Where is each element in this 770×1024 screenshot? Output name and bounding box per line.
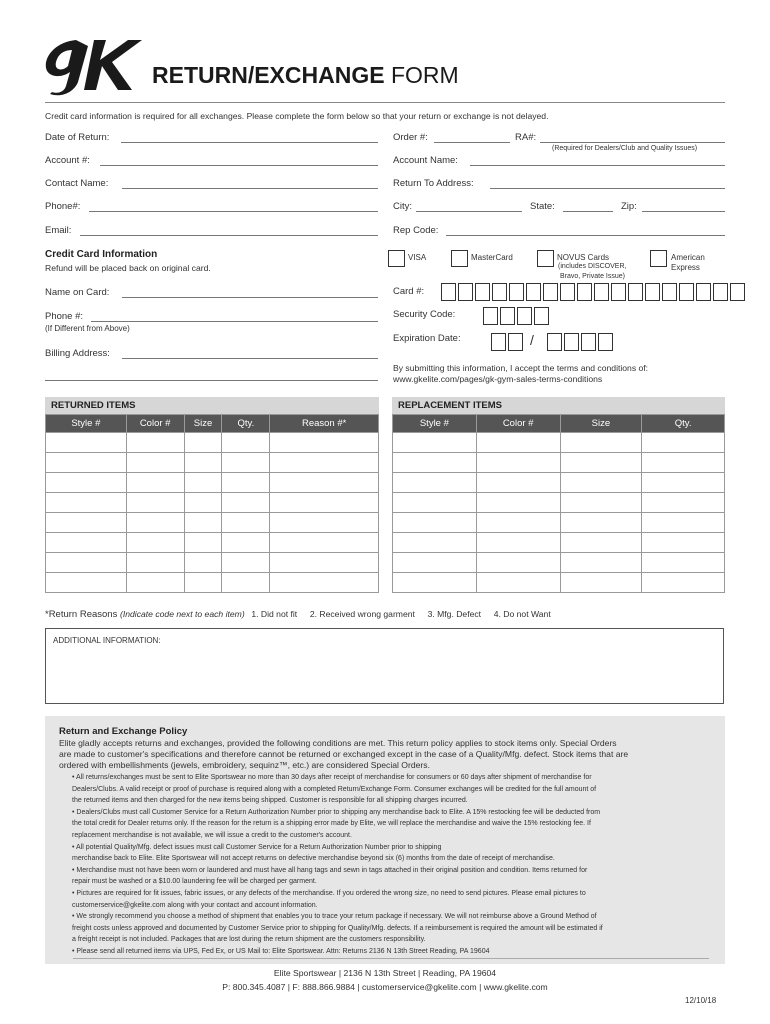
visa-checkbox[interactable] xyxy=(388,250,405,267)
novus-note-1: (includes DISCOVER, xyxy=(558,263,627,270)
billing-address-input-2[interactable] xyxy=(45,380,378,381)
col-style: Style # xyxy=(46,415,127,433)
col-color: Color # xyxy=(476,415,560,433)
table-row[interactable] xyxy=(46,473,379,493)
reasons-label: *Return Reasons xyxy=(45,609,118,620)
policy-line: • All potential Quality/Mfg. defect issues must call Customer Service for a Return Authorization Number prior to shipping xyxy=(72,843,442,851)
return-address-input[interactable] xyxy=(490,188,725,189)
table-row[interactable] xyxy=(393,573,725,593)
order-no-input[interactable] xyxy=(434,142,510,143)
credit-card-heading: Credit Card Information xyxy=(45,249,158,260)
header-rule xyxy=(45,102,725,103)
name-on-card-input[interactable] xyxy=(122,297,378,298)
name-on-card-label: Name on Card: xyxy=(45,287,110,298)
account-name-input[interactable] xyxy=(470,165,725,166)
state-input[interactable] xyxy=(563,211,613,212)
table-row[interactable] xyxy=(393,493,725,513)
policy-line: customerservice@gkelite.com along with your contact and account information. xyxy=(72,901,318,909)
policy-line: freight costs unless approved and documented by Customer Service prior to shipping for Quality/Mfg. defects. If a reimbursement is required the amount will be estimated if xyxy=(72,924,603,932)
reason-3: 3. Mfg. Defect xyxy=(427,609,482,619)
table-row[interactable] xyxy=(46,533,379,553)
novus-note-2: Bravo, Private Issue) xyxy=(560,273,625,280)
amex-label-1: American xyxy=(671,253,705,262)
returned-items-header: RETURNED ITEMS xyxy=(45,397,379,414)
replacement-items-table xyxy=(392,414,725,593)
security-code-label: Security Code: xyxy=(393,309,456,320)
policy-intro-3: ordered with embellishments (jewels, embroidery, sequinz™, etc.) are considered Special Orders. xyxy=(59,760,430,770)
contact-name-input[interactable] xyxy=(122,188,378,189)
order-no-label: Order #: xyxy=(393,132,428,143)
policy-title: Return and Exchange Policy xyxy=(59,726,188,737)
replacement-items-header: REPLACEMENT ITEMS xyxy=(392,397,725,414)
policy-line: the total credit for Dealer returns only. If the reason for the return is a shipping error made by Elite, we will replace the merchandise and waive the 15% restocking fee. If xyxy=(72,820,591,828)
table-row[interactable] xyxy=(46,433,379,453)
gk-logo xyxy=(36,34,146,96)
policy-line: • We strongly recommend you choose a method of shipment that enables you to trace your return package if necessary. We will not reimburse above a Ground Method of xyxy=(72,913,597,921)
col-qty: Qty. xyxy=(222,415,270,433)
terms-line-1: By submitting this information, I accept the terms and conditions of: xyxy=(393,363,649,373)
cc-phone-note: (If Different from Above) xyxy=(45,324,130,333)
policy-bullets xyxy=(72,772,712,958)
intro-text: Credit card information is required for all exchanges. Please complete the form below so that your return or exchange is not delayed. xyxy=(45,111,549,121)
contact-name-label: Contact Name: xyxy=(45,178,109,189)
reason-2: 2. Received wrong garment xyxy=(309,609,415,619)
policy-line: • Merchandise must not have been worn or laundered and must have all hang tags and sewn in tags attached in their original position and condition. Items returned for xyxy=(72,866,588,874)
city-label: City: xyxy=(393,201,412,212)
col-size: Size xyxy=(184,415,222,433)
reason-4: 4. Do not Want xyxy=(493,609,551,619)
title-light: FORM xyxy=(390,62,459,88)
table-row[interactable] xyxy=(393,553,725,573)
zip-label: Zip: xyxy=(621,201,637,212)
policy-line: merchandise back to Elite. Elite Sportswear will not accept returns on defective merchandise beyond six (6) months from the date of receipt of merchandise. xyxy=(72,855,555,863)
mastercard-checkbox[interactable] xyxy=(451,250,468,267)
ra-no-label: RA#: xyxy=(515,132,537,143)
expiration-separator: / xyxy=(530,332,534,348)
table-row[interactable] xyxy=(46,553,379,573)
footer-address: Elite Sportswear | 2136 N 13th Street | Reading, PA 19604 xyxy=(273,968,497,978)
novus-checkbox[interactable] xyxy=(537,250,554,267)
returned-items-table xyxy=(45,414,379,593)
email-label: Email: xyxy=(45,225,72,236)
account-no-input[interactable] xyxy=(100,165,378,166)
policy-line: • Please send all returned items via UPS, Fed Ex, or US Mail to: Elite Sportswear. Attn: Returns 2136 N 13th Street Reading, PA 19604 xyxy=(72,947,490,955)
expiration-month-input[interactable] xyxy=(491,333,525,350)
policy-intro-2: are made to customer's specifications and therefore cannot be returned or exchanged except in the case of a Quality/Mfg. defect. Stock items that are xyxy=(59,749,629,759)
policy-line: Dealers/Clubs. A valid receipt or proof of purchase is required along with a completed Return/Exchange Form. Consumer exchanges will be credited for the full amount of xyxy=(72,785,597,793)
rep-code-label: Rep Code: xyxy=(393,225,439,236)
phone-label: Phone#: xyxy=(45,201,81,212)
date-of-return-input[interactable] xyxy=(121,142,378,143)
amex-checkbox[interactable] xyxy=(650,250,667,267)
ra-no-input[interactable] xyxy=(540,142,725,143)
col-size: Size xyxy=(560,415,642,433)
date-of-return-label: Date of Return: xyxy=(45,132,110,143)
cc-phone-input[interactable] xyxy=(91,321,378,322)
rep-code-input[interactable] xyxy=(446,235,725,236)
policy-intro-1: Elite gladly accepts returns and exchanges, provided the following conditions are met. This return policy applies to stock items only. Special Orders xyxy=(59,738,617,748)
table-row[interactable] xyxy=(46,493,379,513)
billing-address-label: Billing Address: xyxy=(45,348,110,359)
footer-contact: P: 800.345.4087 | F: 888.866.9884 | customerservice@gkelite.com | www.gkelite.com xyxy=(222,982,548,992)
expiration-year-input[interactable] xyxy=(547,333,615,350)
return-address-label: Return To Address: xyxy=(393,178,474,189)
policy-section xyxy=(45,716,725,964)
policy-line: replacement merchandise is not available, we will issue a credit to the customer's account. xyxy=(72,831,352,839)
col-qty: Qty. xyxy=(642,415,725,433)
table-row[interactable] xyxy=(393,533,725,553)
col-style: Style # xyxy=(393,415,477,433)
phone-input[interactable] xyxy=(89,211,378,212)
col-color: Color # xyxy=(126,415,184,433)
card-no-label: Card #: xyxy=(393,286,425,297)
state-label: State: xyxy=(530,201,555,212)
policy-line: the returned items and then charged for the new items being shipped. Customer is responsible for all shipping charges incurred. xyxy=(72,797,468,805)
form-date: 12/10/18 xyxy=(685,996,717,1005)
expiration-label: Expiration Date: xyxy=(393,333,461,344)
policy-line: • Pictures are required for fit issues, fabric issues, or any defects of the merchandise. If you ordered the wrong size, no need to send pictures. Please email pictures to xyxy=(72,889,586,897)
refund-note: Refund will be placed back on original card. xyxy=(45,263,211,273)
title-bold: RETURN/EXCHANGE xyxy=(152,62,385,88)
table-row[interactable] xyxy=(393,513,725,533)
card-no-input[interactable] xyxy=(441,283,747,300)
city-input[interactable] xyxy=(416,211,522,212)
page-title xyxy=(152,62,459,89)
email-input[interactable] xyxy=(80,235,378,236)
account-no-label: Account #: xyxy=(45,155,90,166)
policy-line: • All returns/exchanges must be sent to Elite Sportswear no more than 30 days after receipt of merchandise for consumers or 60 days after shipment of merchandise for xyxy=(72,774,592,781)
table-row[interactable] xyxy=(393,473,725,493)
return-reasons xyxy=(45,609,551,620)
amex-label-2: Express xyxy=(671,263,700,272)
reason-1: 1. Did not fit xyxy=(251,609,298,619)
security-code-input[interactable] xyxy=(483,307,551,324)
reasons-hint: (Indicate code next to each item) xyxy=(120,609,245,619)
account-name-label: Account Name: xyxy=(393,155,458,166)
additional-info-box[interactable] xyxy=(45,628,724,704)
policy-line: a freight receipt is not included. Packages that are lost during the return shipment are the customers responsibility. xyxy=(72,936,426,944)
table-row[interactable] xyxy=(46,573,379,593)
visa-label: VISA xyxy=(408,253,427,262)
novus-label: NOVUS Cards xyxy=(557,253,610,262)
table-row[interactable] xyxy=(393,453,725,473)
cc-phone-label: Phone #: xyxy=(45,311,84,322)
table-row[interactable] xyxy=(393,433,725,453)
terms-link[interactable]: www.gkelite.com/pages/gk-gym-sales-terms-conditions xyxy=(393,374,603,384)
policy-footer-rule xyxy=(73,958,709,959)
col-reason: Reason #* xyxy=(270,415,379,433)
table-row[interactable] xyxy=(46,513,379,533)
zip-input[interactable] xyxy=(642,211,725,212)
policy-line: repair must be washed or a $10.00 laundering fee will be charged per garment. xyxy=(72,878,317,886)
policy-line: • Dealers/Clubs must call Customer Service for a Return Authorization Number prior to shipping any merchandise back to Elite. A 15% restocking fee will be deducted from xyxy=(72,808,601,816)
billing-address-input-1[interactable] xyxy=(122,358,378,359)
additional-info-label: ADDITIONAL INFORMATION: xyxy=(53,636,161,645)
mastercard-label: MasterCard xyxy=(471,253,513,262)
ra-note: (Required for Dealers/Club and Quality Issues) xyxy=(552,145,698,152)
table-row[interactable] xyxy=(46,453,379,473)
